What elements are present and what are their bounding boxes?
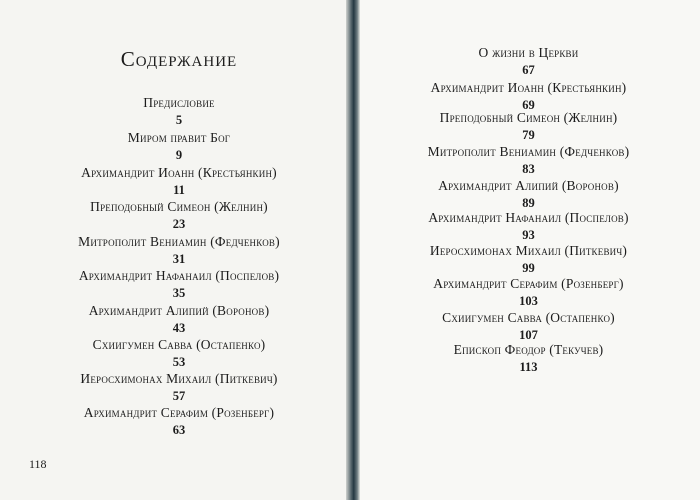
page-number: 118 (29, 457, 47, 471)
toc-entry-title: Миром правит Бог (127, 130, 231, 145)
page-title: Содержание (120, 47, 238, 71)
toc-entry (357, 178, 700, 211)
toc-entry (0, 405, 358, 438)
toc-entry-page: 89 (522, 196, 535, 210)
toc-entry (0, 303, 358, 336)
toc-entry-page: 53 (172, 355, 186, 369)
toc-entry (357, 45, 700, 78)
toc-entry-title: Митрополит Вениамин (Федченков) (427, 144, 630, 159)
toc-entry-title: Архимандрит Иоанн (Крестьянкин) (81, 165, 277, 180)
toc-entry-title: Схиигумен Савва (Остапенко) (442, 310, 615, 325)
toc-entry-title: Иеросхимонах Михаил (Питкевич) (429, 243, 628, 258)
toc-entry (0, 165, 358, 198)
toc-entry (0, 268, 358, 301)
toc-entry-title: Архимандрит Серафим (Розенберг) (433, 276, 624, 291)
toc-entry-title: Преподобный Симеон (Желнин) (439, 110, 618, 125)
toc-entry-page: 11 (173, 183, 185, 197)
toc-entry-page: 99 (522, 261, 535, 275)
toc-entry (0, 130, 358, 163)
toc-entry-title: Преподобный Симеон (Желнин) (90, 199, 268, 214)
toc-entry-page: 83 (522, 162, 535, 176)
toc-entry-page: 103 (519, 294, 538, 308)
toc-entry-page: 107 (519, 328, 538, 342)
toc-entry-page: 31 (172, 252, 186, 266)
toc-entry-page: 35 (172, 286, 186, 300)
toc-entry-page: 93 (522, 228, 535, 242)
toc-entry (357, 80, 700, 113)
toc-entry (357, 210, 700, 243)
toc-entry-title: Митрополит Вениамин (Федченков) (78, 234, 280, 249)
toc-entry (0, 199, 358, 232)
toc-entry-title: Иеросхимонах Михаил (Питкевич) (80, 371, 278, 386)
toc-entry-title: Архимандрит Иоанн (Крестьянкин) (430, 80, 627, 95)
toc-entry-title: Архимандрит Серафим (Розенберг) (83, 405, 275, 420)
toc-entry-page: 63 (172, 423, 186, 437)
toc-entry-page: 113 (519, 360, 538, 374)
toc-entry-page: 69 (522, 98, 535, 112)
toc-entry (357, 243, 700, 276)
toc-entry-title: Предисловие (143, 95, 215, 110)
toc-entry (0, 234, 358, 267)
toc-entry-page: 67 (522, 63, 535, 77)
toc-entry-page: 57 (172, 389, 186, 403)
toc-entry-title: Епископ Феодор (Текучев) (453, 342, 604, 357)
toc-entry (357, 110, 700, 143)
right-page (357, 0, 700, 500)
toc-entry-page: 9 (175, 148, 183, 162)
toc-entry-title: Схиигумен Савва (Остапенко) (92, 337, 266, 352)
toc-entry (357, 144, 700, 177)
toc-entry (357, 342, 700, 375)
toc-entry-title: Архимандрит Нафанаил (Поспелов) (78, 268, 280, 283)
toc-entry (0, 95, 358, 128)
toc-entry (357, 310, 700, 343)
toc-entry-page: 79 (522, 128, 535, 142)
toc-entry-title: Архимандрит Нафанаил (Поспелов) (428, 210, 629, 225)
toc-entry-page: 5 (175, 113, 183, 127)
toc-entry-title: Архимандрит Алипий (Воронов) (438, 178, 619, 193)
toc-entry (357, 276, 700, 309)
toc-entry-title: Архимандрит Алипий (Воронов) (88, 303, 270, 318)
toc-entry (0, 337, 358, 370)
book-gutter (346, 0, 360, 500)
toc-entry (0, 371, 358, 404)
toc-entry-page: 23 (172, 217, 186, 231)
toc-entry-page: 43 (172, 321, 186, 335)
toc-entry-title: О жизни в Церкви (478, 45, 579, 60)
